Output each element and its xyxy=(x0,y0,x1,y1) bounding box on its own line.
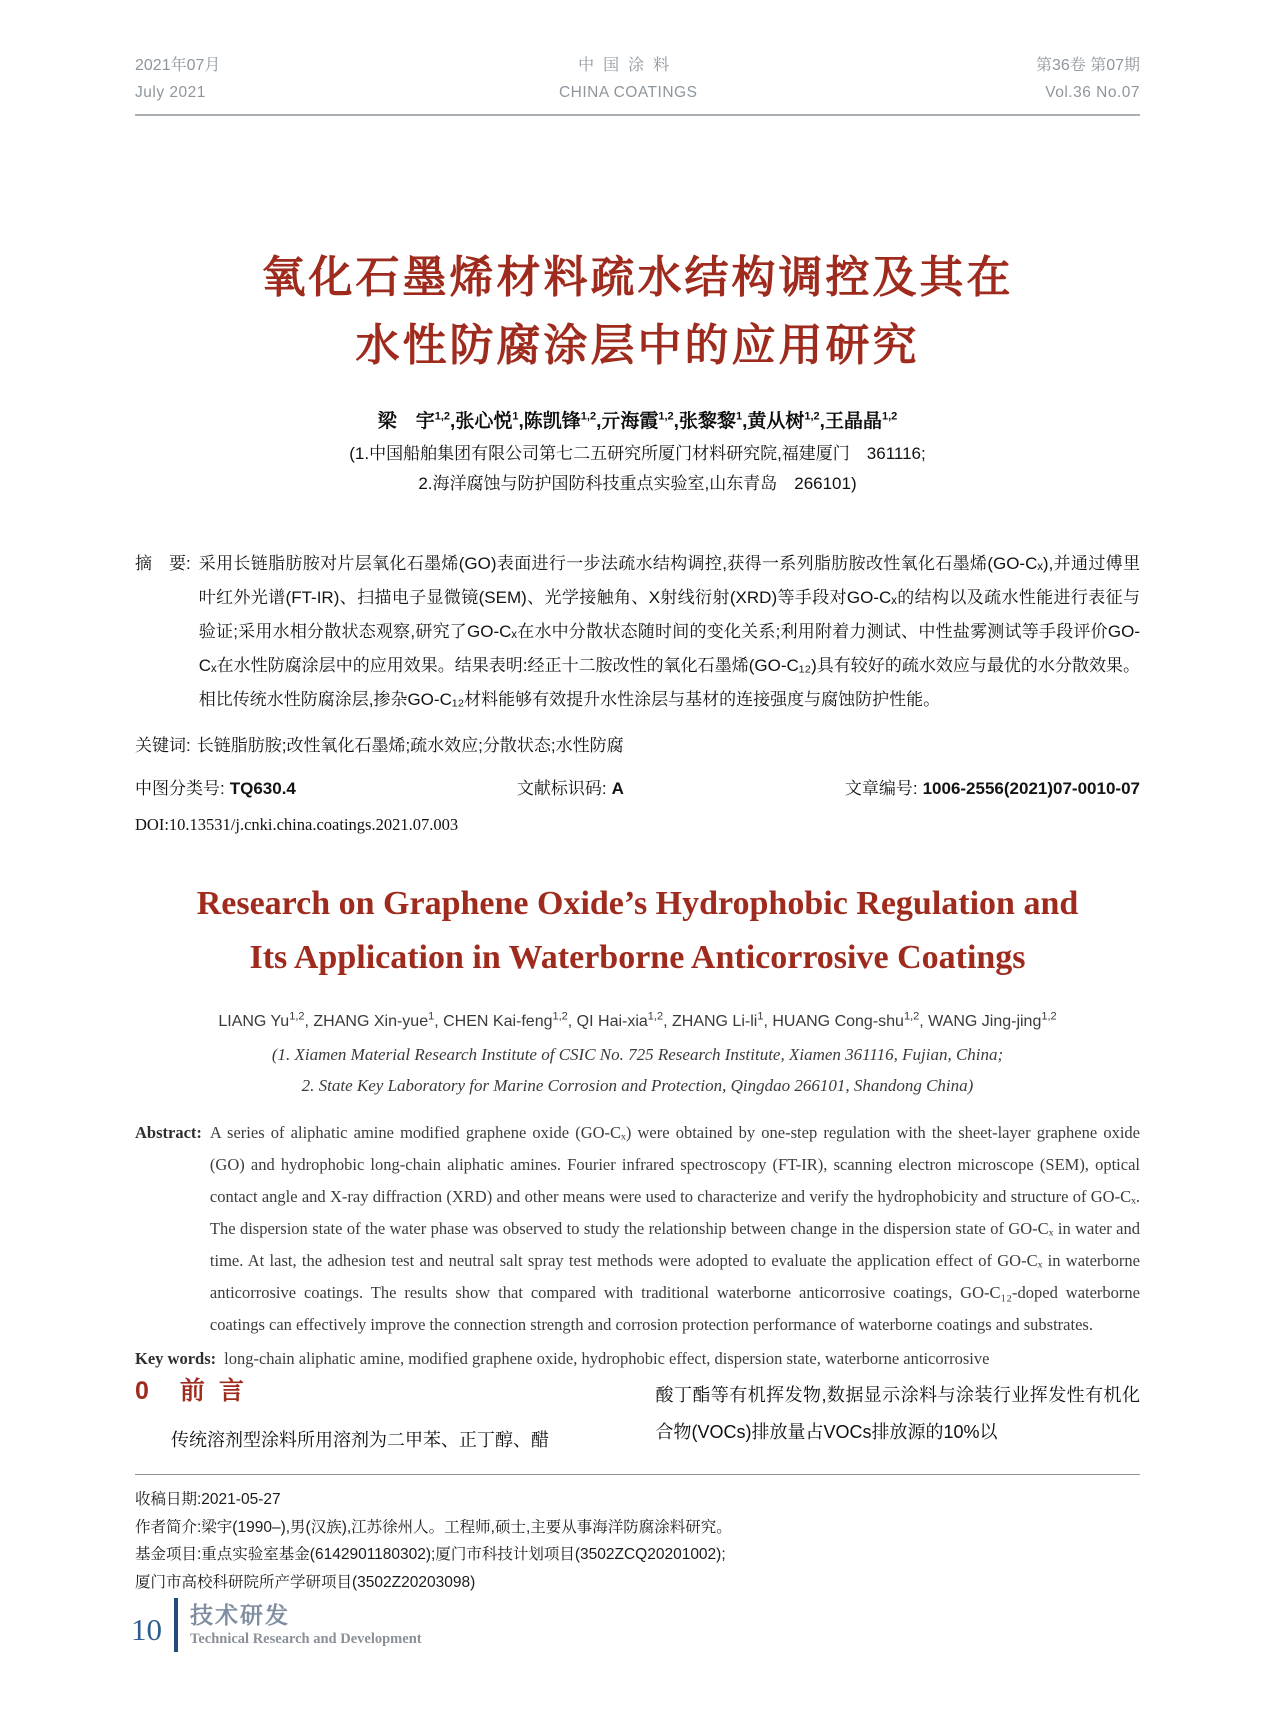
author-en xyxy=(576,1010,672,1030)
intro-left-text: 传统溶剂型涂料所用溶剂为二甲苯、正丁醇、醋 xyxy=(171,1430,549,1450)
volume-issue-cn: 第36卷 第07期 xyxy=(1035,57,1140,74)
abstract-en-label: Abstract: xyxy=(135,1123,202,1142)
author-cn xyxy=(455,411,523,432)
author-separator: , xyxy=(819,411,825,432)
journal-name-cn: 中国涂料 xyxy=(578,57,679,74)
section-0-heading xyxy=(135,1372,620,1410)
keywords-cn-label: 关键词: xyxy=(135,736,191,755)
author-affil-sup: 1,2 xyxy=(434,410,451,423)
footnote-funding-2: 厦门市高校科研院所产学研项目(3502Z20203098) xyxy=(135,1573,476,1591)
keywords-en xyxy=(135,1349,1140,1369)
author-name: 陈凯锋 xyxy=(523,411,581,432)
author-affil-sup: 1,2 xyxy=(804,410,820,423)
author-name: 王晶晶 xyxy=(824,411,882,432)
article-id xyxy=(845,774,1140,799)
keywords-en-label: Key words: xyxy=(135,1349,217,1368)
clc-value: TQ630.4 xyxy=(229,779,296,798)
author-separator: , xyxy=(663,1013,672,1030)
header-journal-name xyxy=(559,52,697,106)
doi: DOI:10.13531/j.cnki.china.coatings.2021.07.003 xyxy=(135,815,459,834)
intro-left-column xyxy=(135,1372,620,1459)
author-affil-sup: 1 xyxy=(757,1010,764,1023)
author-separator: , xyxy=(763,1013,773,1030)
author-cn xyxy=(679,411,747,432)
document-code xyxy=(517,774,624,799)
author-affil-sup: 1 xyxy=(512,410,519,423)
keywords-cn xyxy=(135,731,1140,756)
author-name: 梁 宇 xyxy=(377,411,435,432)
author-affil-sup: 1,2 xyxy=(647,1010,664,1023)
author-affil-sup: 1 xyxy=(735,410,743,423)
author-separator: , xyxy=(742,411,748,432)
author-name: QI Hai-xia xyxy=(576,1013,648,1030)
abstract-cn-label: 摘 要: xyxy=(135,554,191,573)
article-title-en-line2: Its Application in Waterborne Anticorrosive Coatings xyxy=(249,939,1026,976)
author-separator: , xyxy=(434,1013,444,1030)
clc-number xyxy=(135,774,296,799)
author-affil-sup: 1,2 xyxy=(552,1010,568,1023)
footer-divider-bar xyxy=(174,1598,178,1652)
article-id-label: 文章编号: xyxy=(844,779,918,798)
article-title-cn xyxy=(135,244,1140,380)
author-affil-sup: 1,2 xyxy=(881,410,898,423)
intro-right-column xyxy=(656,1372,1141,1459)
affiliation-en-2: 2. State Key Laboratory for Marine Corrosion and Protection, Qingdao 266101, Shandong China) xyxy=(301,1076,974,1095)
document-code-value: A xyxy=(611,779,624,798)
author-separator: , xyxy=(304,1013,314,1030)
journal-name-en: CHINA COATINGS xyxy=(558,84,698,101)
footer-section-cn: 技术研发 xyxy=(190,1602,290,1628)
footnote-funding-1: 基金项目:重点实验室基金(6142901180302);厦门市科技计划项目(3502ZCQ20201002); xyxy=(135,1546,726,1563)
author-name: 黄从树 xyxy=(747,411,805,432)
author-name: WANG Jing-jing xyxy=(928,1013,1042,1030)
classification-row xyxy=(135,774,1140,799)
author-name: 张黎黎 xyxy=(678,411,736,432)
footnote-author-bio: 作者简介:梁宇(1990–),男(汉族),江苏徐州人。工程师,硕士,主要从事海洋防腐涂料研究。 xyxy=(135,1518,732,1536)
header-rule xyxy=(135,114,1140,116)
author-name: 亓海霞 xyxy=(601,411,659,432)
affiliation-cn-1: (1.中国船舶集团有限公司第七二五研究所厦门材料研究院,福建厦门 361116; xyxy=(349,444,926,463)
header-volume-issue xyxy=(1036,52,1140,106)
article-title-en-line1: Research on Graphene Oxide’s Hydrophobic Regulation and xyxy=(196,885,1079,922)
footer-section-en: Technical Research and Development xyxy=(190,1631,422,1647)
author-en xyxy=(928,1010,1057,1030)
abstract-en-text: A series of aliphatic amine modified graphene oxide (GO-Cₓ) were obtained by one-step regulation with the sheet-layer graphene oxide (GO) and hydrophobic long-chain aliphatic amines. Fourier infrared spectroscopy (FT-IR), scanning electron microscope (SEM), optical contact angle and X-ray diffraction (XRD) and other means were used to characterize and verify the hydrophobicity and structure of GO-Cₓ. The dispersion state of the water phase was observed to study the relationship between change in the dispersion state of GO-Cₓ in water and time. At last, the adhesion test and neutral salt spray test methods were adopted to evaluate the application effect of GO-Cₓ in waterborne anticorrosive coatings. The results show that compared with traditional waterborne anticorrosive coatings, GO-C₁₂-doped waterborne coatings can effectively improve the connection strength and corrosion protection performance of waterborne coatings and substrates. xyxy=(209,1123,1140,1334)
article-title-en xyxy=(135,877,1140,985)
abstract-cn xyxy=(135,547,1140,717)
author-separator: , xyxy=(567,1013,577,1030)
footnotes xyxy=(135,1474,1140,1596)
authors-cn xyxy=(135,406,1140,433)
introduction-section xyxy=(135,1372,1140,1459)
page-footer xyxy=(131,1598,422,1652)
author-en xyxy=(443,1010,577,1030)
section-title: 前言 xyxy=(179,1377,258,1405)
article-title-cn-line1: 氧化石墨烯材料疏水结构调控及其在 xyxy=(261,253,1014,302)
affiliation-en-1: (1. Xiamen Material Research Institute of CSIC No. 725 Research Institute, Xiamen 361116, Fujian, China; xyxy=(271,1045,1004,1064)
author-separator: , xyxy=(518,411,524,432)
author-separator: , xyxy=(673,411,679,432)
author-cn xyxy=(825,411,897,432)
author-affil-sup: 1,2 xyxy=(1041,1010,1057,1023)
author-name: CHEN Kai-feng xyxy=(443,1013,553,1030)
footnote-received-date: 收稿日期:2021-05-27 xyxy=(135,1491,281,1508)
author-en xyxy=(671,1010,773,1030)
author-affil-sup: 1,2 xyxy=(903,1010,920,1023)
keywords-en-text: long-chain aliphatic amine, modified graphene oxide, hydrophobic effect, dispersion state, waterborne anticorrosive xyxy=(224,1349,990,1368)
authors-en xyxy=(135,1010,1140,1031)
header-date-cn: 2021年07月 xyxy=(135,57,221,74)
article-id-value: 1006-2556(2021)07-0010-07 xyxy=(922,779,1140,798)
author-separator: , xyxy=(919,1013,929,1030)
author-affil-sup: 1,2 xyxy=(580,410,597,423)
author-en xyxy=(313,1010,444,1030)
author-affil-sup: 1,2 xyxy=(658,410,674,423)
journal-header xyxy=(135,0,1140,106)
author-name: LIANG Yu xyxy=(218,1013,290,1030)
author-name: ZHANG Xin-yue xyxy=(313,1013,429,1030)
intro-right-text: 酸丁酯等有机挥发物,数据显示涂料与涂装行业挥发性有机化合物(VOCs)排放量占VOCs排放源的10%以 xyxy=(655,1385,1140,1442)
abstract-cn-text: 采用长链脂肪胺对片层氧化石墨烯(GO)表面进行一步法疏水结构调控,获得一系列脂肪胺改性氧化石墨烯(GO-Cₓ),并通过傅里叶红外光谱(FT-IR)、扫描电子显微镜(SEM)、光学接触角、X射线衍射(XRD)等手段对GO-Cₓ的结构以及疏水性能进行表征与验证;采用水相分散状态观察,研究了GO-Cₓ在水中分散状态随时间的变化关系;利用附着力测试、中性盐雾测试等手段评价GO-Cₓ在水性防腐涂层中的应用效果。结果表明:经正十二胺改性的氧化石墨烯(GO-C₁₂)具有较好的疏水效应与最优的水分散效果。相比传统水性防腐涂层,掺杂GO-C₁₂材料能够有效提升水性涂层与基材的连接强度与腐蚀防护性能。 xyxy=(198,554,1140,709)
author-affil-sup: 1,2 xyxy=(289,1010,305,1023)
abstract-en xyxy=(135,1117,1140,1341)
author-cn xyxy=(524,411,602,432)
footer-section-block xyxy=(190,1602,422,1648)
author-name: HUANG Cong-shu xyxy=(772,1013,904,1030)
author-en xyxy=(772,1010,929,1030)
author-separator: , xyxy=(596,411,602,432)
author-name: 张心悦 xyxy=(455,411,513,432)
document-code-label: 文献标识码: xyxy=(516,779,607,798)
header-date-en: July 2021 xyxy=(135,84,206,101)
author-cn xyxy=(601,411,679,432)
author-separator: , xyxy=(450,411,456,432)
page-number: 10 xyxy=(131,1612,162,1647)
author-cn xyxy=(378,411,456,432)
header-issue-date xyxy=(135,52,220,106)
author-en xyxy=(218,1010,314,1030)
author-name: ZHANG Li-li xyxy=(671,1013,758,1030)
author-cn xyxy=(747,411,825,432)
article-title-cn-line2: 水性防腐涂层中的应用研究 xyxy=(355,321,920,370)
affiliation-cn-2: 2.海洋腐蚀与防护国防科技重点实验室,山东青岛 266101) xyxy=(418,474,857,493)
author-affil-sup: 1 xyxy=(428,1010,435,1023)
volume-issue-en: Vol.36 No.07 xyxy=(1045,84,1140,101)
keywords-cn-text: 长链脂肪胺;改性氧化石墨烯;疏水效应;分散状态;水性防腐 xyxy=(196,736,624,755)
clc-label: 中图分类号: xyxy=(135,779,225,798)
section-number: 0 xyxy=(135,1377,149,1405)
